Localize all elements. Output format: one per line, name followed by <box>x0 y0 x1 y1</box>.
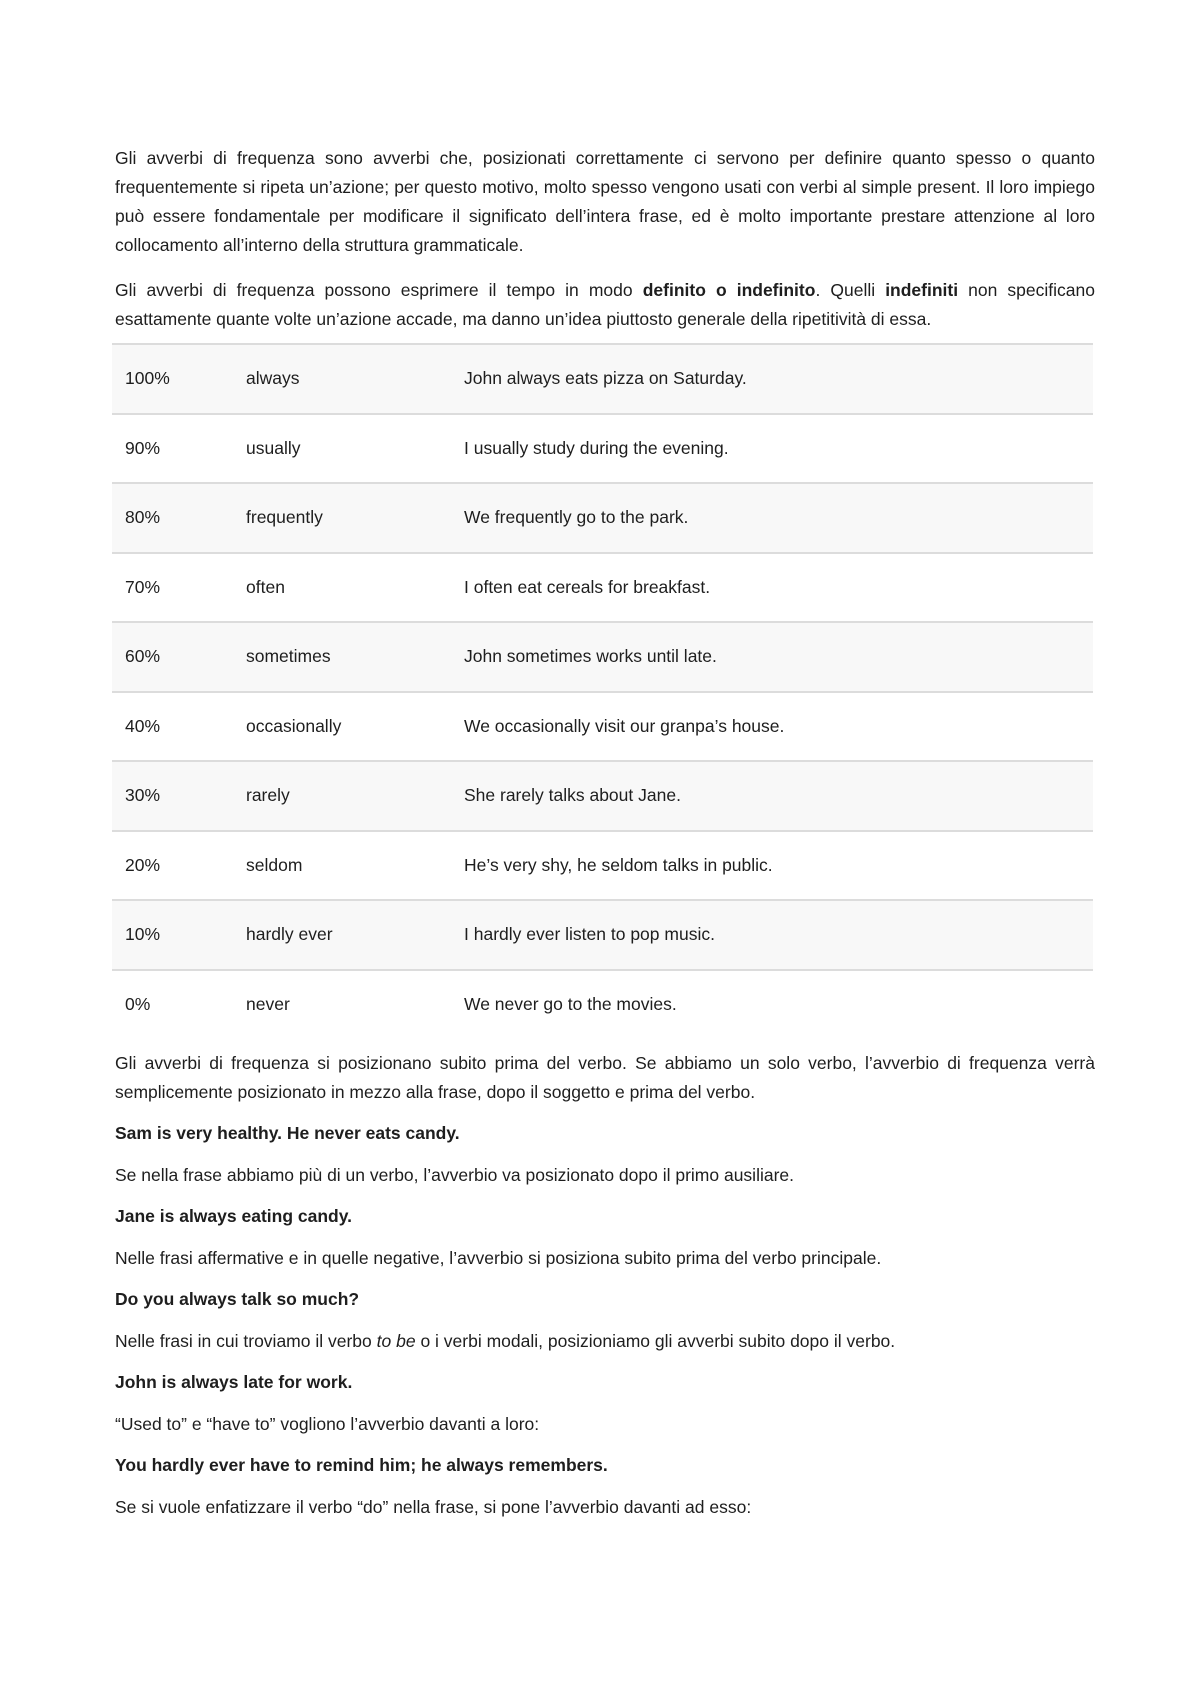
example-cell: John always eats pizza on Saturday. <box>451 344 1093 414</box>
example-sentence: John is always late for work. <box>115 1372 353 1392</box>
bold-term-indefiniti: indefiniti <box>885 280 959 300</box>
example-sentence: Jane is always eating candy. <box>115 1206 353 1226</box>
example-sentence: Do you always talk so much? <box>115 1289 360 1309</box>
adverb-cell: rarely <box>233 761 451 831</box>
rule-paragraph: Se nella frase abbiamo più di un verbo, l’avverbio va posizionato dopo il primo ausiliare. <box>115 1165 794 1185</box>
definite-indefinite-paragraph <box>115 276 1095 334</box>
table-row <box>112 831 1093 901</box>
example-cell: We occasionally visit our granpa’s house. <box>451 692 1093 762</box>
frequency-percent-cell: 30% <box>112 761 233 831</box>
table-row <box>112 553 1093 623</box>
adverb-cell: always <box>233 344 451 414</box>
example-sentence: You hardly ever have to remind him; he always remembers. <box>115 1455 608 1475</box>
adverb-cell: frequently <box>233 483 451 553</box>
frequency-percent-cell: 80% <box>112 483 233 553</box>
example-cell: I hardly ever listen to pop music. <box>451 900 1093 970</box>
adverb-cell: usually <box>233 414 451 484</box>
table-row <box>112 483 1093 553</box>
frequency-percent-cell: 100% <box>112 344 233 414</box>
table-row <box>112 344 1093 414</box>
table-row <box>112 692 1093 762</box>
table-row <box>112 622 1093 692</box>
rule-paragraph: Nelle frasi affermative e in quelle negative, l’avverbio si posiziona subito prima del verbo principale. <box>115 1248 882 1268</box>
frequency-percent-cell: 70% <box>112 553 233 623</box>
paragraph-text: . Quelli <box>815 280 876 300</box>
frequency-percent-cell: 40% <box>112 692 233 762</box>
adverb-cell: sometimes <box>233 622 451 692</box>
rule-position-paragraph: Gli avverbi di frequenza si posizionano subito prima del verbo. Se abbiamo un solo verbo, l’avverbio di frequenza verrà semplicemente posizionato in mezzo alla frase, dopo il soggetto e prima del verbo. <box>115 1053 1095 1102</box>
frequency-percent-cell: 20% <box>112 831 233 901</box>
adverb-cell: never <box>233 970 451 1040</box>
example-cell: We frequently go to the park. <box>451 483 1093 553</box>
adverb-cell: often <box>233 553 451 623</box>
frequency-percent-cell: 60% <box>112 622 233 692</box>
frequency-percent-cell: 90% <box>112 414 233 484</box>
frequency-table-body <box>112 344 1093 1039</box>
adverb-cell: occasionally <box>233 692 451 762</box>
table-row <box>112 900 1093 970</box>
adverb-cell: hardly ever <box>233 900 451 970</box>
rules-section <box>115 1049 1095 1522</box>
frequency-table <box>112 343 1093 1039</box>
example-cell: She rarely talks about Jane. <box>451 761 1093 831</box>
paragraph-text: non specificano esattamente quante volte un’azione accade, ma danno un’idea piuttosto generale della ripetitività di essa. <box>115 280 1095 329</box>
paragraph-text: Gli avverbi di frequenza possono esprimere il tempo in modo <box>115 280 633 300</box>
paragraph-text: o i verbi modali, posizioniamo gli avverbi subito dopo il verbo. <box>420 1331 896 1351</box>
table-row <box>112 970 1093 1040</box>
intro-paragraph: Gli avverbi di frequenza sono avverbi che, posizionati correttamente ci servono per definire quanto spesso o quanto frequentemente si ripeta un’azione; per questo motivo, molto spesso vengono usati con verbi al simple present. Il loro impiego può essere fondamentale per modificare il significato dell’intera frase, ed è molto importante prestare attenzione al loro collocamento all’interno della struttura grammaticale. <box>115 148 1095 255</box>
example-sentence: Sam is very healthy. He never eats candy. <box>115 1123 460 1143</box>
example-cell: I usually study during the evening. <box>451 414 1093 484</box>
frequency-percent-cell: 10% <box>112 900 233 970</box>
table-row <box>112 761 1093 831</box>
bold-term-definito-indefinito: definito o indefinito <box>642 280 816 300</box>
adverb-cell: seldom <box>233 831 451 901</box>
paragraph-text: Nelle frasi in cui troviamo il verbo <box>115 1331 372 1351</box>
example-cell: I often eat cereals for breakfast. <box>451 553 1093 623</box>
rule-paragraph <box>115 1327 1095 1356</box>
rule-paragraph: “Used to” e “have to” vogliono l’avverbio davanti a loro: <box>115 1414 540 1434</box>
italic-term-to-be: to be <box>376 1331 416 1351</box>
document-page <box>115 144 1095 1522</box>
frequency-percent-cell: 0% <box>112 970 233 1040</box>
example-cell: He’s very shy, he seldom talks in public. <box>451 831 1093 901</box>
table-row <box>112 414 1093 484</box>
example-cell: John sometimes works until late. <box>451 622 1093 692</box>
example-cell: We never go to the movies. <box>451 970 1093 1040</box>
rule-paragraph: Se si vuole enfatizzare il verbo “do” nella frase, si pone l’avverbio davanti ad esso: <box>115 1497 752 1517</box>
